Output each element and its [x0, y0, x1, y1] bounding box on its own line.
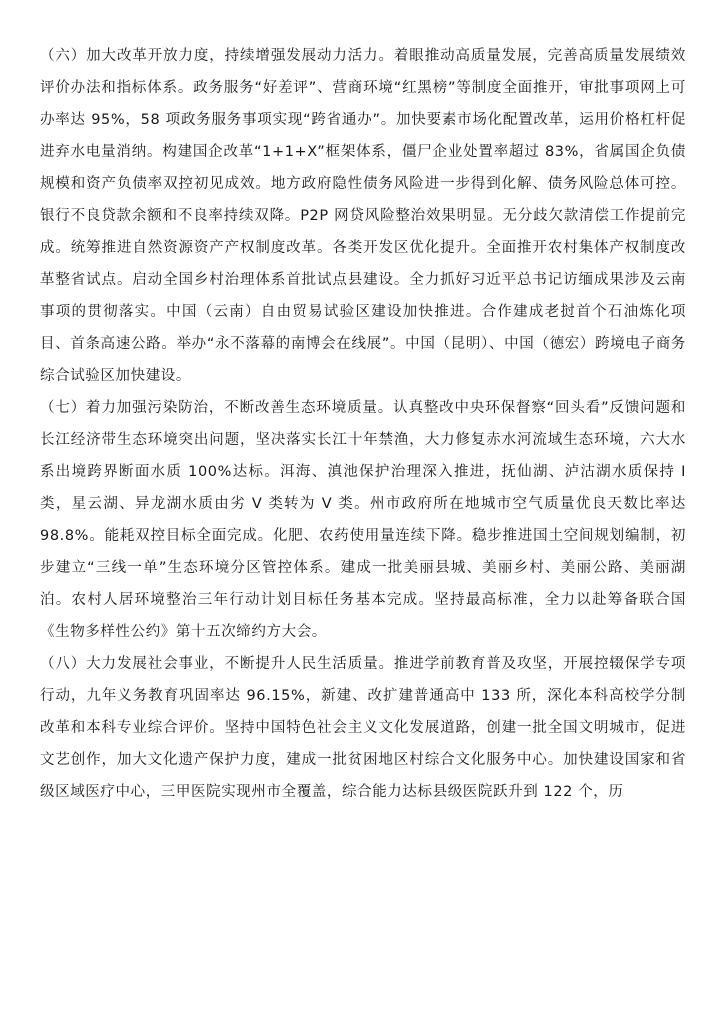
paragraph-reform-opening: （六）加大改革开放力度，持续增强发展动力活力。着眼推动高质量发展，完善高质量发展绩效评价办法和指标体系。政务服务“好差评”、营商环境“红黑榜”等制度全面推开，审批事项网上可办率达 95%，58 项政务服务事项实现“跨省通办”。加快要素市场化配置改革，运用价格杠杆促进弃水电量消纳。构建国企改革“1+1+X”框架体系，僵尸企业处置率超过 83%，省属国企负债规模和资产负债率双控初见成效。地方政府隐性债务风险进一步得到化解、债务风险总体可控。银行不良贷款余额和不良率持续双降。P2P 网贷风险整治效果明显。无分歧欠款清偿工作提前完成。统筹推进自然资源资产产权制度改革。各类开发区优化提升。全面推开农村集体产权制度改革整省试点。启动全国乡村治理体系首批试点县建设。全力抓好习近平总书记访缅成果涉及云南事项的贯彻落实。中国（云南）自由贸易试验区建设加快推进。合作建成老挝首个石油炼化项目、首条高速公路。举办“永不落幕的南博会在线展”。中国（昆明）、中国（德宏）跨境电子商务综合试验区加快建设。 [40, 48, 686, 384]
paragraph-social-development: （八）大力发展社会事业，不断提升人民生活质量。推进学前教育普及攻坚，开展控辍保学专项行动，九年义务教育巩固率达 96.15%，新建、改扩建普通高中 133 所，深化本科高校学分制改革和本科专业综合评价。坚持中国特色社会主义文化发展道路，创建一批全国文明城市，促进文艺创作，加大文化遗产保护力度，建成一批贫困地区村综合文化服务中心。加快建设国家和省级区域医疗中心，三甲医院实现州市全覆盖，综合能力达标县级医院跃升到 122 个，历 [40, 656, 686, 800]
paragraph-pollution-control: （七）着力加强污染防治，不断改善生态环境质量。认真整改中央环保督察“回头看”反馈问题和长江经济带生态环境突出问题，坚决落实长江十年禁渔，大力修复赤水河流域生态环境，六大水系出境跨界断面水质 100%达标。洱海、滇池保护治理深入推进，抚仙湖、泸沽湖水质保持 I 类，星云湖、异龙湖水质由劣 V 类转为 V 类。州市政府所在地城市空气质量优良天数比率达 98.8%。能耗双控目标全面完成。化肥、农药使用量连续下降。稳步推进国土空间规划编制，初步建立“三线一单”生态环境分区管控体系。建成一批美丽县城、美丽乡村、美丽公路、美丽湖泊。农村人居环境整治三年行动计划目标任务基本完成。坚持最高标准，全力以赴筹备联合国《生物多样性公约》第十五次缔约方大会。 [40, 400, 686, 640]
document-page [40, 40, 686, 808]
